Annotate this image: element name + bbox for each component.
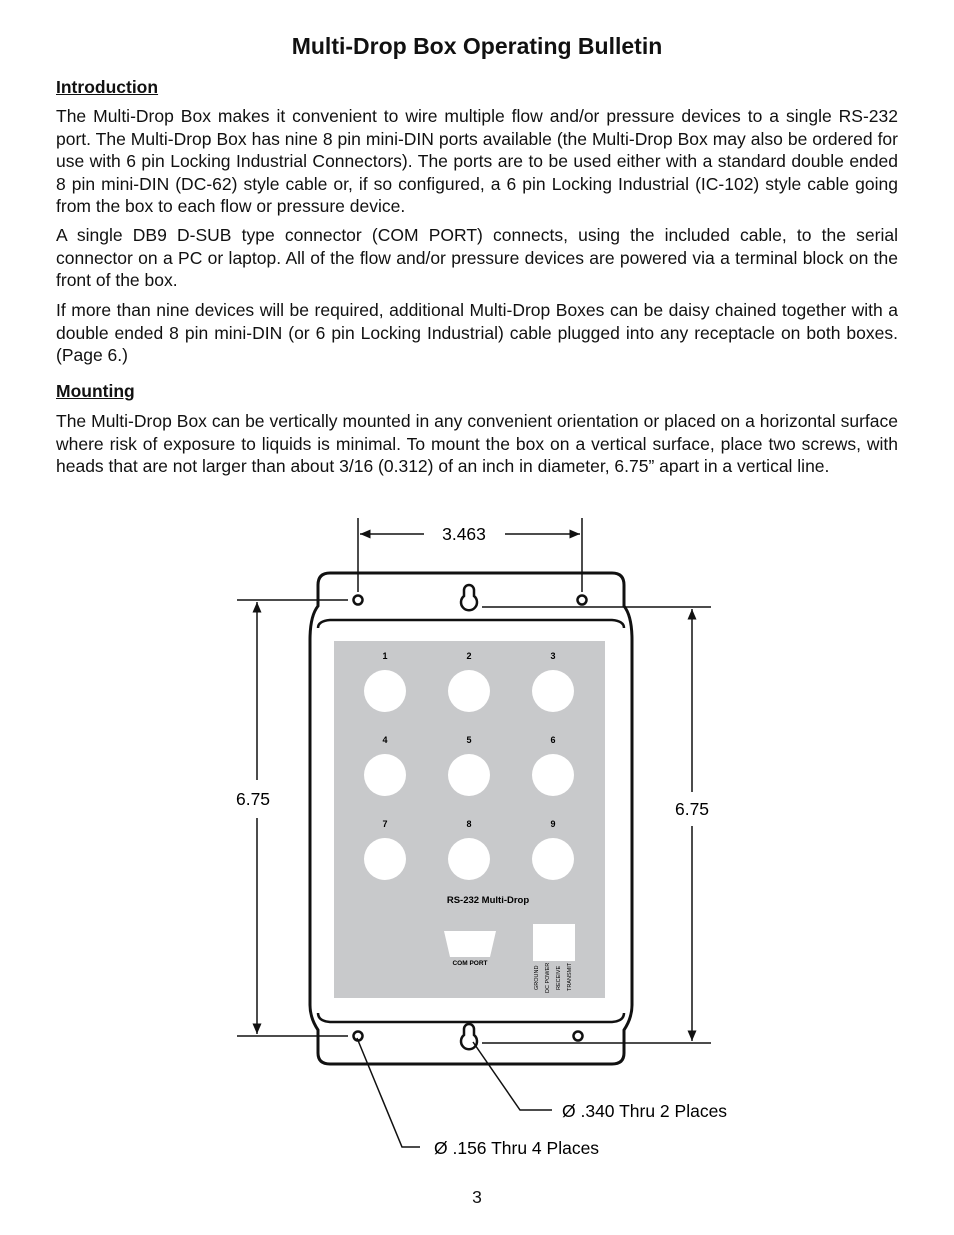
port-8 bbox=[448, 838, 490, 880]
com-port-connector bbox=[444, 931, 496, 957]
port-9 bbox=[532, 838, 574, 880]
port-3 bbox=[532, 670, 574, 712]
com-port-label: COM PORT bbox=[452, 960, 488, 967]
left-height-dimension-label: 6.75 bbox=[235, 789, 271, 809]
port-1 bbox=[364, 670, 406, 712]
port-label-3: 3 bbox=[550, 651, 556, 661]
mounting-heading: Mounting bbox=[56, 381, 135, 401]
port-4 bbox=[364, 754, 406, 796]
hole-callout-label: Ø .156 Thru 4 Places bbox=[434, 1138, 600, 1158]
terminal-label-receive: RECEIVE bbox=[556, 965, 562, 990]
terminal-label-ground: GROUND bbox=[534, 965, 540, 990]
port-label-2: 2 bbox=[466, 651, 472, 661]
port-6 bbox=[532, 754, 574, 796]
port-7 bbox=[364, 838, 406, 880]
terminal-label-dc-power: DC POWER bbox=[545, 962, 551, 993]
panel-label: RS-232 Multi-Drop bbox=[446, 895, 530, 906]
port-label-8: 8 bbox=[466, 819, 472, 829]
mounting-hole-top-left bbox=[354, 596, 363, 605]
enclosure-top-lip bbox=[318, 620, 624, 628]
introduction-heading: Introduction bbox=[56, 77, 159, 97]
page-number: 3 bbox=[472, 1187, 482, 1207]
terminal-label-transmit: TRANSMIT bbox=[567, 962, 573, 991]
port-label-4: 4 bbox=[382, 735, 388, 745]
port-label-6: 6 bbox=[550, 735, 556, 745]
port-label-9: 9 bbox=[550, 819, 556, 829]
terminal-block bbox=[533, 924, 575, 961]
width-dimension-label: 3.463 bbox=[442, 524, 486, 544]
enclosure-bottom-lip bbox=[318, 1013, 624, 1022]
multi-drop-box-dimension-drawing bbox=[0, 505, 954, 1185]
keyhole-callout-leader bbox=[473, 1042, 552, 1110]
introduction-paragraph-1: The Multi-Drop Box makes it convenient to wire multiple flow and/or pressure devices to a single RS-232 port. The Multi-Drop Box has nine 8 pin mini-DIN ports available (the Multi-Drop Box may also be ordered for use with 6 pin Locking Industrial Connectors). The ports are to be used either with a standard double ended 8 pin mini-DIN (DC-62) style cable or, if so configured, a 6 pin Locking Industrial (IC-102) style cable going from the box to each flow or pressure device. bbox=[56, 106, 898, 216]
mounting-hole-bottom-right bbox=[574, 1032, 583, 1041]
keyhole-callout-label: Ø .340 Thru 2 Places bbox=[562, 1101, 728, 1121]
port-label-5: 5 bbox=[466, 735, 472, 745]
right-height-dimension-label: 6.75 bbox=[674, 799, 710, 819]
mounting-hole-top-right bbox=[578, 596, 587, 605]
port-label-1: 1 bbox=[382, 651, 388, 661]
mounting-paragraph: The Multi-Drop Box can be vertically mounted in any convenient orientation or placed on a horizontal surface where risk of exposure to liquids is minimal. To mount the box on a vertical surface, place two screws, with heads that are not larger than about 3/16 (0.312) of an inch in diameter, 6.75” apart in a vertical line. bbox=[56, 411, 898, 476]
port-5 bbox=[448, 754, 490, 796]
introduction-paragraph-3: If more than nine devices will be required, additional Multi-Drop Boxes can be daisy chained together with a double ended 8 pin mini-DIN (or 6 pin Locking Industrial) cable plugged into any receptacle on both boxes. (Page 6.) bbox=[56, 300, 898, 365]
port-2 bbox=[448, 670, 490, 712]
introduction-paragraph-2: A single DB9 D-SUB type connector (COM PORT) connects, using the included cable, to the serial connector on a PC or laptop. All of the flow and/or pressure devices are powered via a terminal block on the front of the box. bbox=[56, 225, 898, 290]
port-label-7: 7 bbox=[382, 819, 388, 829]
page-title: Multi-Drop Box Operating Bulletin bbox=[291, 33, 663, 59]
hole-callout-leader bbox=[357, 1038, 420, 1147]
keyhole-top bbox=[461, 585, 477, 610]
